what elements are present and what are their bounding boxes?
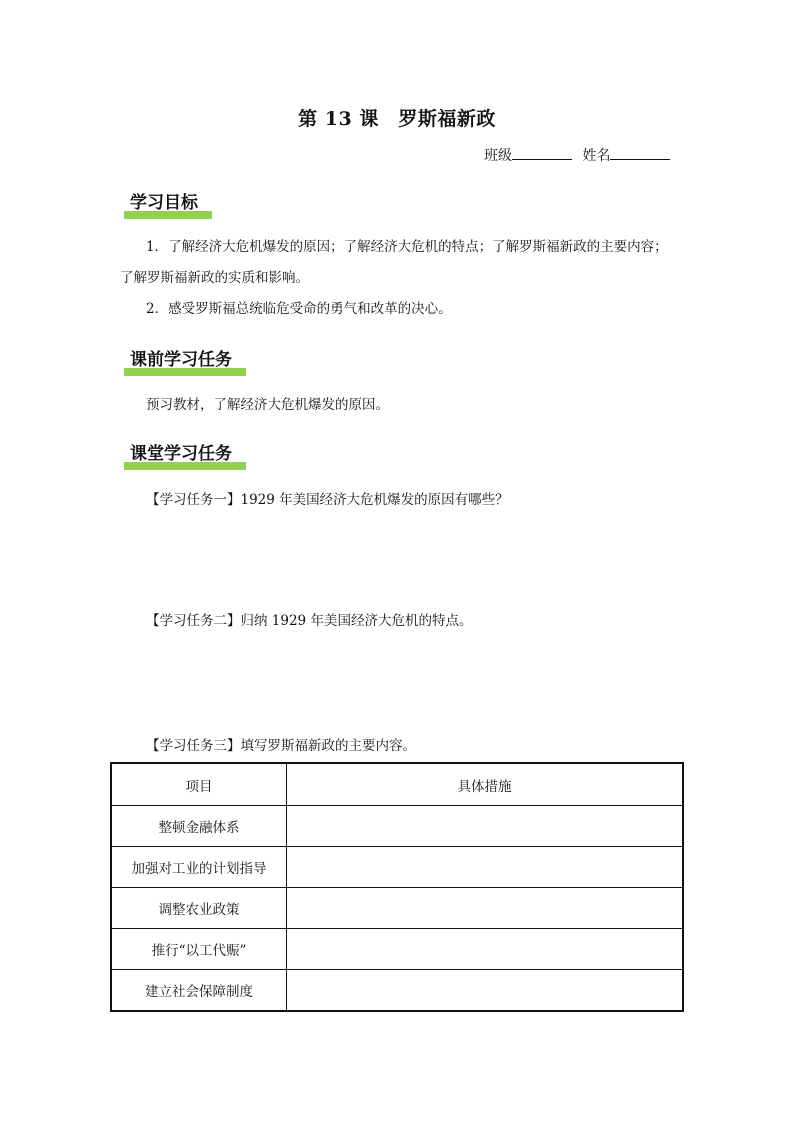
class-name-line bbox=[484, 145, 670, 165]
objective-1: 1．了解经济大危机爆发的原因；了解经济大危机的特点；了解罗斯福新政的主要内容； bbox=[146, 239, 668, 255]
objective-1-cont: 了解罗斯福新政的实质和影响。 bbox=[120, 270, 309, 286]
row-item: 调整农业政策 bbox=[111, 888, 287, 929]
row-item: 加强对工业的计划指导 bbox=[111, 847, 287, 888]
row-item: 推行“以工代赈” bbox=[111, 929, 287, 970]
class-blank[interactable] bbox=[512, 147, 572, 160]
name-blank[interactable] bbox=[610, 147, 670, 160]
class-label: 班级 bbox=[484, 148, 512, 164]
table-row bbox=[111, 888, 683, 929]
objective-2: 2．感受罗斯福总统临危受命的勇气和改革的决心。 bbox=[146, 301, 452, 317]
preclass-text: 预习教材，了解经济大危机爆发的原因。 bbox=[146, 397, 389, 413]
objectives-heading: 学习目标 bbox=[124, 191, 212, 219]
name-label: 姓名 bbox=[582, 148, 611, 164]
inclass-heading: 课堂学习任务 bbox=[124, 442, 246, 470]
measure-cell[interactable] bbox=[287, 970, 684, 1012]
measure-cell[interactable] bbox=[287, 888, 684, 929]
table-header-row bbox=[111, 763, 683, 806]
task-3: 【学习任务三】填写罗斯福新政的主要内容。 bbox=[146, 738, 416, 754]
table-row bbox=[111, 847, 683, 888]
task-2: 【学习任务二】归纳 1929 年美国经济大危机的特点。 bbox=[146, 613, 473, 629]
row-item: 整顿金融体系 bbox=[111, 806, 287, 847]
table-row bbox=[111, 970, 683, 1012]
preclass-heading: 课前学习任务 bbox=[124, 348, 246, 376]
measure-cell[interactable] bbox=[287, 929, 684, 970]
page-title: 第 13 课 罗斯福新政 bbox=[298, 108, 496, 130]
table-row bbox=[111, 806, 683, 847]
header-item: 项目 bbox=[111, 763, 287, 806]
measure-cell[interactable] bbox=[287, 806, 684, 847]
header-measures: 具体措施 bbox=[287, 763, 684, 806]
row-item: 建立社会保障制度 bbox=[111, 970, 287, 1012]
measure-cell[interactable] bbox=[287, 847, 684, 888]
table-row bbox=[111, 929, 683, 970]
task-1: 【学习任务一】1929 年美国经济大危机爆发的原因有哪些？ bbox=[146, 492, 509, 508]
new-deal-table bbox=[110, 762, 684, 1012]
